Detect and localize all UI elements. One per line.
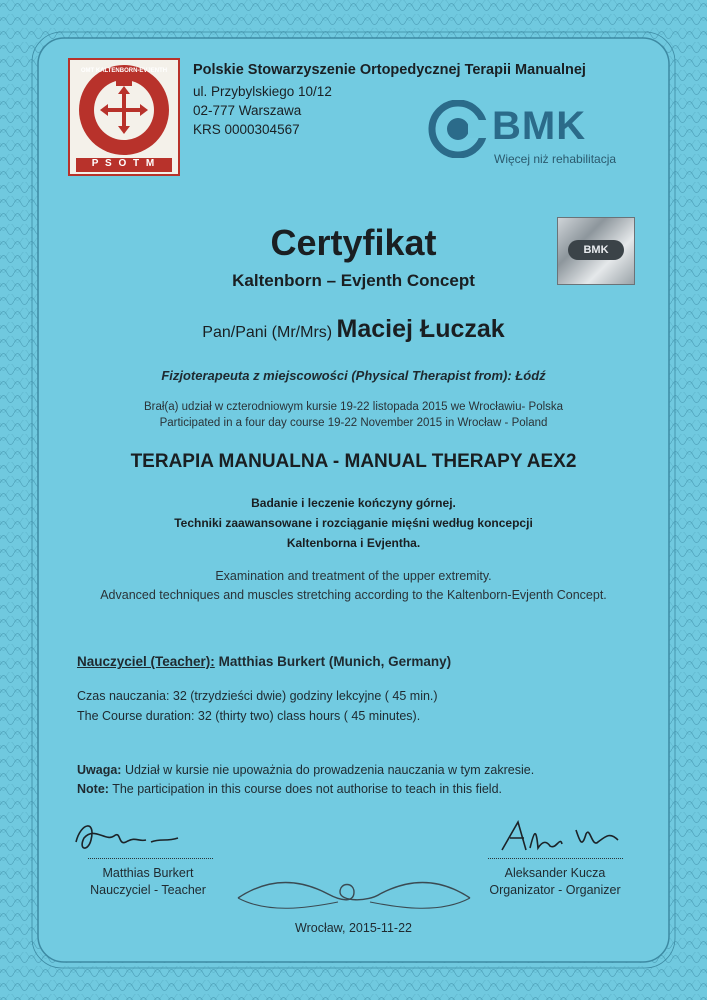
- signature-line-left: [88, 858, 213, 859]
- desc-en-1: Examination and treatment of the upper extremity.: [215, 569, 492, 583]
- participation-en: Participated in a four day course 19-22 November 2015 in Wrocław - Poland: [159, 417, 548, 429]
- therapist-from: [0, 368, 707, 383]
- certificate-subtitle: Kaltenborn – Evjenth Concept: [232, 271, 475, 290]
- course-title: TERAPIA MANUALNA - MANUAL THERAPY AEX2: [130, 451, 577, 472]
- psotm-ring-text: OMT KALTENBORN-EVJENTH: [80, 68, 168, 74]
- desc-pl-1: Badanie i leczenie kończyny górnej.: [251, 496, 456, 510]
- recipient-name: Maciej Łuczak: [336, 315, 505, 343]
- duration-en: The Course duration: 32 (thirty two) class hours ( 45 minutes).: [77, 709, 421, 723]
- recipient-row: [0, 315, 707, 344]
- right-signer-name: Aleksander Kucza: [504, 866, 606, 880]
- note-en-label: Note:: [77, 782, 109, 796]
- teacher-value: Matthias Burkert (Munich, Germany): [218, 654, 452, 669]
- psotm-letters: P S O T M: [91, 158, 157, 169]
- org-name: Polskie Stowarzyszenie Ortopedycznej Terapii Manualnej: [193, 62, 586, 78]
- org-street: ul. Przybylskiego 10/12: [193, 84, 332, 99]
- note-pl-text: Udział w kursie nie upoważnia do prowadzenia nauczania w tym zakresie.: [124, 763, 535, 777]
- teacher-row: [77, 654, 451, 669]
- desc-pl-2: Techniki zaawansowane i rozciąganie mięśni według koncepcji: [174, 516, 533, 530]
- right-signer-role: Organizator - Organizer: [489, 883, 621, 897]
- note-en-text: The participation in this course does not authorise to teach in this field.: [112, 782, 503, 796]
- org-krs: KRS 0000304567: [193, 122, 300, 137]
- from-value: Łódź: [515, 368, 546, 383]
- signature-right: [490, 812, 640, 862]
- teacher-label: Nauczyciel (Teacher):: [77, 654, 215, 669]
- signature-left: [66, 812, 196, 862]
- signature-line-right: [488, 858, 623, 859]
- bmk-tagline: Więcej niż rehabilitacja: [494, 152, 617, 166]
- seal-text: BMK: [568, 240, 624, 260]
- desc-en-2: Advanced techniques and muscles stretching according to the Kaltenborn-Evjenth Concept.: [100, 588, 607, 602]
- ornament-flourish: [228, 868, 480, 918]
- note-pl-label: Uwaga:: [77, 763, 122, 777]
- issue-date: Wrocław, 2015-11-22: [295, 921, 412, 935]
- bmk-logo-icon: [428, 100, 490, 158]
- desc-pl-3: Kaltenborna i Evjentha.: [286, 536, 421, 550]
- note-pl: [77, 763, 534, 777]
- from-label: Fizjoterapeuta z miejscowości (Physical Therapist from):: [161, 368, 512, 383]
- left-signer-role: Nauczyciel - Teacher: [90, 883, 206, 897]
- name-prefix: Pan/Pani (Mr/Mrs): [202, 324, 333, 341]
- note-en: [77, 782, 502, 796]
- org-city: 02-777 Warszawa: [193, 103, 302, 118]
- participation-pl: Brał(a) udział w czterodniowym kursie 19-22 listopada 2015 we Wrocławiu- Polska: [143, 401, 564, 413]
- duration-pl: Czas nauczania: 32 (trzydzieści dwie) godziny lekcyjne ( 45 min.): [77, 689, 438, 703]
- certificate-title: Certyfikat: [270, 222, 437, 263]
- left-signer-name: Matthias Burkert: [102, 866, 194, 880]
- bmk-logo-text: BMK: [492, 104, 587, 148]
